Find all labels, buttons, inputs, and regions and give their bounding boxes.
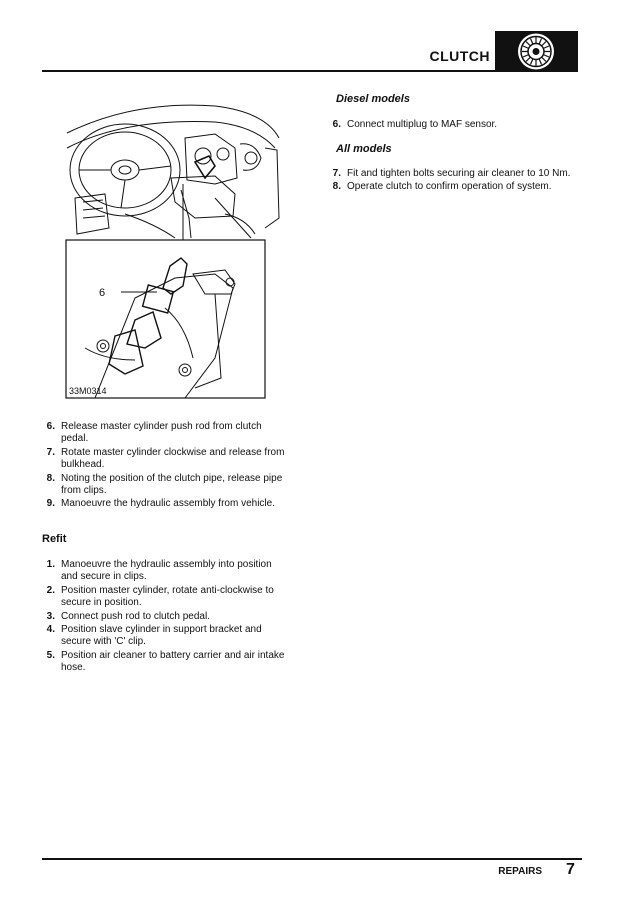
list-item: 3. Connect push rod to clutch pedal.: [46, 610, 210, 622]
clutch-hydraulic-illustration: [65, 98, 281, 400]
diesel-steps: [326, 119, 582, 132]
removal-steps: [40, 421, 285, 512]
diesel-models-heading: Diesel models: [336, 93, 410, 105]
list-item: 5. Position air cleaner to battery carrier and air intake hose.: [46, 649, 285, 674]
refit-steps: [40, 559, 285, 676]
figure-callout: 6: [99, 287, 106, 299]
all-models-heading: All models: [336, 143, 392, 155]
list-item: 6. Connect multiplug to MAF sensor.: [332, 119, 498, 130]
list-item: 8. Noting the position of the clutch pipe, release pipe from clips.: [46, 472, 283, 497]
list-item: 4. Position slave cylinder in support bracket and secure with 'C' clip.: [46, 624, 262, 648]
page-number: 7: [566, 861, 575, 878]
list-item: 1. Manoeuvre the hydraulic assembly into position and secure in clips.: [46, 559, 272, 583]
footer-rule: [42, 858, 582, 860]
figure-code: 33M0314: [69, 386, 107, 396]
section-title: CLUTCH: [429, 48, 490, 64]
list-item: 6. Release master cylinder push rod from clutch pedal.: [46, 421, 262, 445]
all-models-steps: [326, 168, 582, 195]
list-item: 8. Operate clutch to confirm operation of system.: [332, 181, 552, 193]
list-item: 2. Position master cylinder, rotate anti-clockwise to secure in position.: [46, 584, 274, 609]
list-item: 7. Rotate master cylinder clockwise and release from bulkhead.: [46, 446, 285, 471]
list-item: 7. Fit and tighten bolts securing air cleaner to 10 Nm.: [332, 168, 571, 179]
refit-heading: Refit: [42, 533, 67, 545]
footer-section-label: REPAIRS: [498, 866, 542, 877]
clutch-disc-icon: [495, 31, 578, 72]
list-item: 9. Manoeuvre the hydraulic assembly from vehicle.: [46, 498, 275, 510]
